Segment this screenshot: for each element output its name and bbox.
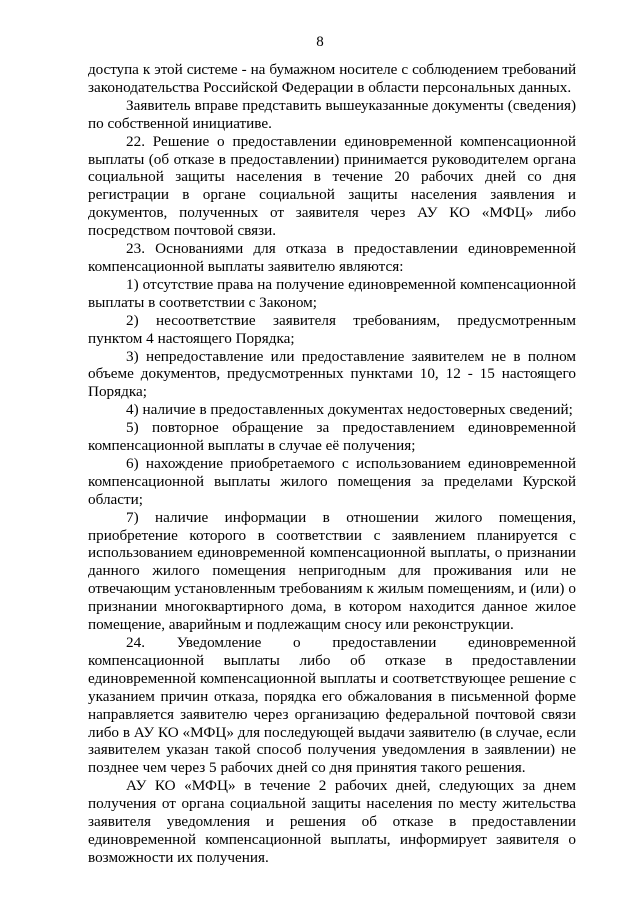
text-line: направляется заявителю через организацию федеральной почтовой связи — [88, 705, 576, 723]
text-line: Заявитель вправе представить вышеуказанные документы (сведения) — [126, 96, 576, 114]
text-line: 4) наличие в предоставленных документах недостоверных сведений; — [126, 401, 573, 419]
document-body — [88, 61, 576, 867]
paragraph — [88, 419, 576, 455]
text-line: АУ КО «МФЦ» в течение 2 рабочих дней, следующих за днем — [126, 777, 576, 795]
text-line: получения от органа социальной защиты населения по месту жительства — [88, 795, 576, 813]
paragraph — [88, 312, 576, 348]
text-line: выплаты в соответствии с Законом; — [88, 293, 317, 311]
text-line: социальной защиты населения в течение 20 рабочих дней со дня — [88, 168, 576, 186]
paragraph — [88, 276, 576, 312]
text-line: компенсационной выплаты заявителю являются: — [88, 257, 404, 275]
text-line: компенсационной выплаты либо об отказе в предоставлении — [88, 651, 576, 669]
text-line: по собственной инициативе. — [88, 114, 272, 132]
text-line: документов, полученных от заявителя через АУ КО «МФЦ» либо — [88, 204, 576, 222]
text-line: использованием единовременной компенсационной выплаты, о признании — [88, 544, 576, 562]
text-line: 7) наличие информации в отношении жилого помещения, — [126, 508, 576, 526]
text-line: пунктом 4 настоящего Порядка; — [88, 329, 295, 347]
text-line: либо в АУ КО «МФЦ» для последующей выдачи заявителю (в случае, если — [88, 723, 576, 741]
text-line: регистрации в органе социальной защиты населения заявления и — [88, 186, 576, 204]
text-line: 1) отсутствие права на получение единовременной компенсационной — [126, 275, 576, 293]
text-line: 22. Решение о предоставлении единовременной компенсационной — [126, 132, 576, 150]
text-line: 23. Основаниями для отказа в предоставлении единовременной — [126, 240, 576, 258]
paragraph — [88, 634, 576, 777]
text-line: отвечающим установленным требованиям к жилым помещениям, и (или) о — [88, 580, 576, 598]
text-line: компенсационной выплаты жилого помещения за пределами Курской — [88, 472, 576, 490]
text-line: приобретение которого в соответствии с заявлением планируется с — [88, 526, 576, 544]
paragraph — [88, 61, 576, 97]
paragraph — [88, 455, 576, 509]
paragraph — [88, 401, 576, 419]
text-line: законодательства Российской Федерации в области персональных данных. — [88, 78, 572, 96]
text-line: возможности их получения. — [88, 848, 269, 866]
text-line: области; — [88, 490, 143, 508]
paragraph — [88, 97, 576, 133]
text-line: единовременной компенсационной выплаты и соответствующее решение с — [88, 669, 576, 687]
text-line: помещение, аварийным и подлежащим сносу или реконструкции. — [88, 616, 514, 634]
paragraph — [88, 133, 576, 240]
paragraph — [88, 777, 576, 867]
paragraph — [88, 240, 576, 276]
text-line: 6) нахождение приобретаемого с использованием единовременной — [126, 454, 576, 472]
text-line: доступа к этой системе - на бумажном носителе с соблюдением требований — [88, 61, 576, 78]
text-line: Порядка; — [88, 383, 147, 401]
text-line: посредством почтовой связи. — [88, 222, 277, 240]
text-line: 3) непредоставление или предоставление заявителем не в полном — [126, 347, 576, 365]
text-line: признании многоквартирного дома, в котором находится данное жилое — [88, 598, 576, 616]
text-line: компенсационной выплаты в случае её получения; — [88, 437, 416, 455]
text-line: 5) повторное обращение за предоставлением единовременной — [126, 419, 576, 437]
text-line: позднее чем через 5 рабочих дней со дня принятия такого решения. — [88, 759, 526, 777]
paragraph — [88, 509, 576, 634]
text-line: указанием причин отказа, порядка его обжалования в письменной форме — [88, 687, 576, 705]
text-line: заявителем указан такой способ получения уведомления в заявлении) не — [88, 741, 576, 759]
text-line: выплаты (об отказе в предоставлении) принимается руководителем органа — [88, 150, 576, 168]
text-line: данного жилого помещения непригодным для проживания или не — [88, 562, 576, 580]
text-line: единовременной компенсационной выплаты, информирует заявителя о — [88, 830, 576, 848]
text-line: заявителя уведомления и решения об отказе в предоставлении — [88, 813, 576, 831]
text-line: 24. Уведомление о предоставлении единовременной — [126, 634, 576, 651]
text-line: объеме документов, предусмотренных пунктами 10, 12 - 15 настоящего — [88, 365, 576, 383]
paragraph — [88, 348, 576, 402]
page-number: 8 — [316, 34, 324, 50]
text-line: 2) несоответствие заявителя требованиям, предусмотренным — [126, 311, 576, 329]
